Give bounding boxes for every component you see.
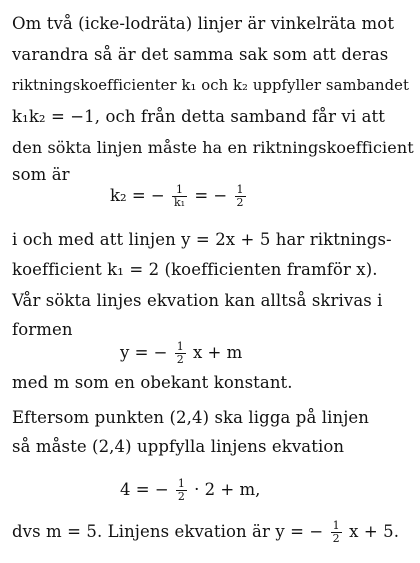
fraction-numerator: 1 (177, 477, 185, 490)
text-line-1: Om två (icke-lodräta) linjer är vinkelräta mot (12, 14, 395, 33)
final-line (12, 520, 399, 545)
final-line-text: dvs m = 5. Linjens ekvation är (12, 522, 270, 541)
final-equation (275, 519, 400, 545)
text-line-11: med m som en obekant konstant. (12, 373, 293, 392)
fraction-numerator: 1 (236, 183, 244, 196)
final-equation-lhs: y = − (275, 522, 324, 541)
equation-line-form-lhs: y = − (120, 343, 168, 362)
fraction-1-over-2 (235, 184, 246, 209)
equation-line-form-rhs: x + m (192, 343, 243, 362)
text-line-10: formen (12, 320, 73, 339)
equation-k2-lhs: k₂ = − (110, 186, 165, 205)
final-equation-rhs: x + 5. (349, 522, 400, 541)
fraction-1-over-2 (175, 341, 186, 366)
text-line-8: koefficient k₁ = 2 (koefficienten framför x). (12, 260, 378, 279)
fraction-denominator: 2 (176, 353, 184, 366)
equation-substitution (120, 478, 260, 503)
text-line-4: k₁k₂ = −1, och från detta samband får vi att (12, 107, 385, 126)
fraction-numerator: 1 (172, 184, 187, 197)
fraction-denominator: 2 (177, 490, 185, 503)
fraction-1-over-2 (176, 478, 187, 503)
fraction-1-over-2 (331, 520, 342, 545)
text-line-7: i och med att linjen y = 2x + 5 har riktnings- (12, 230, 392, 249)
fraction-numerator: 1 (176, 340, 184, 353)
text-line-2: varandra så är det samma sak som att deras (12, 45, 389, 64)
equation-substitution-lhs: 4 = − (120, 480, 169, 499)
fraction-denominator: 2 (236, 196, 244, 209)
equation-k2 (110, 184, 248, 209)
text-line-5: den sökta linjen måste ha en riktningskoefficient (12, 138, 414, 157)
equation-substitution-rhs: · 2 + m, (194, 480, 261, 499)
equation-k2-mid: = − (194, 186, 228, 205)
fraction-numerator: 1 (332, 519, 340, 532)
text-line-6: som är (12, 165, 70, 184)
text-line-3: riktningskoefficienter k₁ och k₂ uppfyller sambandet (12, 77, 410, 94)
text-line-9: Vår sökta linjes ekvation kan alltså skrivas i (12, 291, 383, 310)
text-line-12: Eftersom punkten (2,4) ska ligga på linjen (12, 408, 370, 427)
fraction-denominator: 2 (332, 532, 340, 545)
fraction-denominator: k₁ (174, 196, 186, 209)
text-line-13: så måste (2,4) uppfylla linjens ekvation (12, 437, 345, 456)
fraction-1-over-k1 (172, 184, 187, 209)
equation-line-form (120, 341, 242, 366)
